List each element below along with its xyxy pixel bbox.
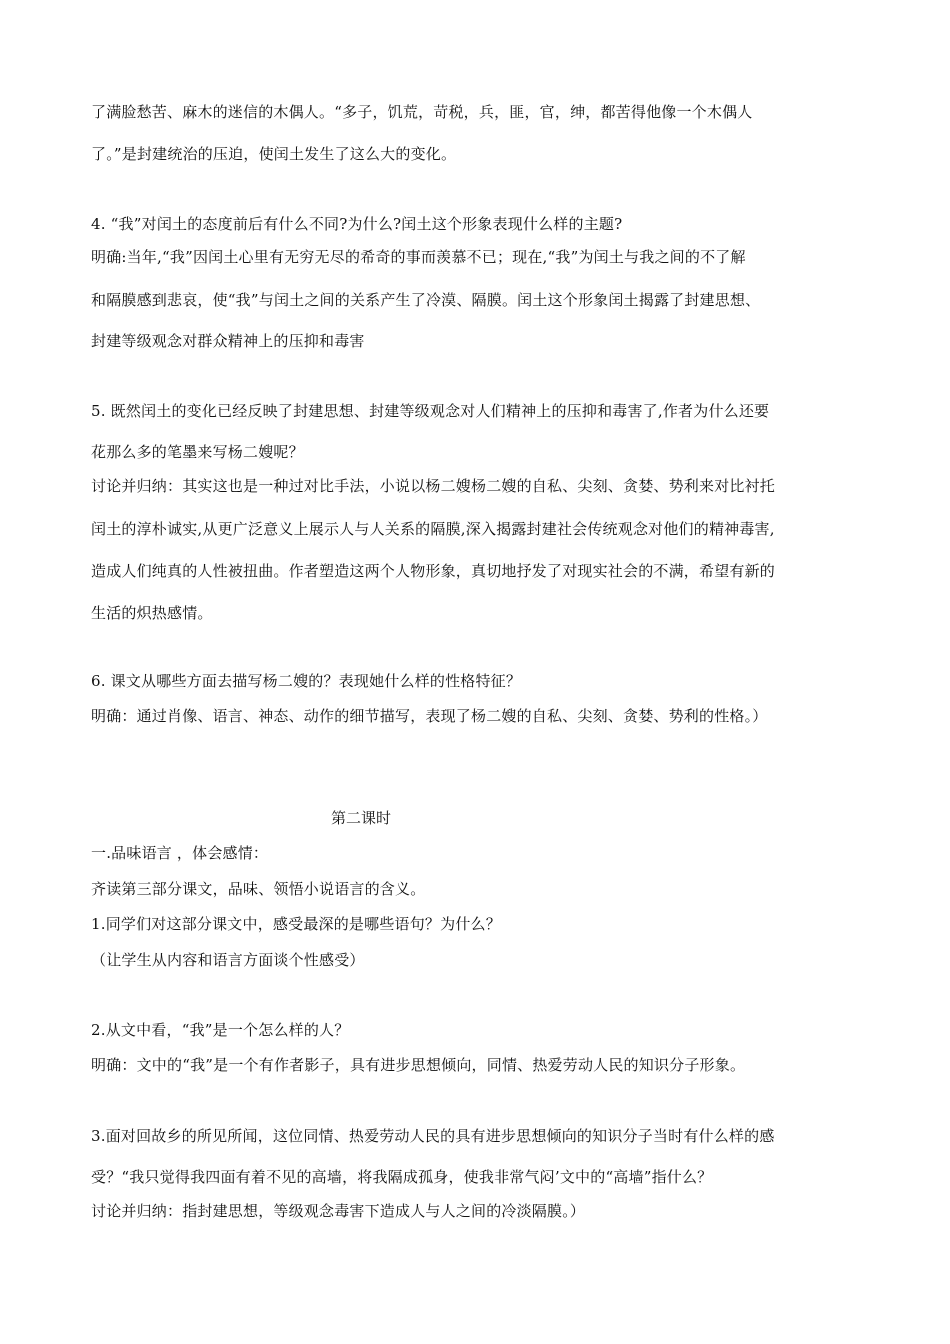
answer-4-line: 封建等级观念对群众精神上的压抑和毒害: [91, 332, 365, 350]
note-line: （让学生从内容和语言方面谈个性感受）: [91, 951, 365, 969]
answer-3: 讨论并归纳：指封建思想，等级观念毒害下造成人与人之间的冷淡隔膜。）: [91, 1202, 586, 1220]
section-title: 第二课时: [330, 809, 391, 827]
question-1: 1.同学们对这部分课文中，感受最深的是哪些语句？为什么？: [91, 915, 501, 933]
paragraph-line: 了。”是封建统治的压迫，使闰土发生了这么大的变化。: [91, 145, 457, 163]
answer-5-line: 闰土的淳朴诚实,从更广泛意义上展示人与人关系的隔膜,深入揭露封建社会传统观念对他们的精神毒害,: [91, 520, 775, 538]
question-5-line: 5. 既然闰土的变化已经反映了封建思想、封建等级观念对人们精神上的压抑和毒害了,作者为什么还要: [91, 402, 770, 420]
answer-6: 明确：通过肖像、语言、神态、动作的细节描写，表现了杨二嫂的自私、尖刻、贪婪、势利的性格。）: [91, 707, 768, 725]
answer-5-line: 造成人们纯真的人性被扭曲。作者塑造这两个人物形象，真切地抒发了对现实社会的不满，希望有新的: [91, 562, 776, 580]
paragraph-line: 了满脸愁苦、麻木的迷信的木偶人。“多子，饥荒，苛税，兵，匪，官，绅，都苦得他像一个木偶人: [91, 103, 753, 121]
question-2: 2.从文中看，“我”是一个怎么样的人？: [91, 1021, 350, 1039]
answer-2: 明确：文中的“我”是一个有作者影子，具有进步思想倾向，同情、热爱劳动人民的知识分子形象。: [91, 1056, 746, 1074]
paragraph-line: 齐读第三部分课文，品味、领悟小说语言的含义。: [91, 880, 426, 898]
question-4: 4. “我”对闰土的态度前后有什么不同?为什么?闰土这个形象表现什么样的主题?: [91, 215, 623, 233]
answer-4-line: 和隔膜感到悲哀，使“我”与闰土之间的关系产生了冷漠、隔膜。闰土这个形象闰土揭露了封建思想、: [91, 291, 761, 309]
question-3-line: 受？“我只觉得我四面有着不见的高墙，将我隔成孤身，使我非常气闷’文中的“高墙”指什么？: [91, 1168, 713, 1186]
question-6: 6. 课文从哪些方面去描写杨二嫂的？表现她什么样的性格特征？: [91, 672, 522, 690]
section-heading: 一.品味语言 ，体会感情：: [91, 844, 269, 862]
answer-5-line: 讨论并归纳：其实这也是一种过对比手法，小说以杨二嫂杨二嫂的自私、尖刻、贪婪、势利来对比衬托: [91, 477, 776, 495]
question-3-line: 3.面对回故乡的所见所闻，这位同情、热爱劳动人民的具有进步思想倾向的知识分子当时有什么样的感: [91, 1127, 775, 1145]
answer-5-line: 生活的炽热感情。: [91, 604, 213, 622]
question-5-line: 花那么多的笔墨来写杨二嫂呢？: [91, 443, 304, 461]
answer-4-line: 明确:当年,“我”因闰土心里有无穷无尽的希奇的事而羡慕不已；现在,“我”为闰土与我之间的不了解: [91, 248, 746, 266]
